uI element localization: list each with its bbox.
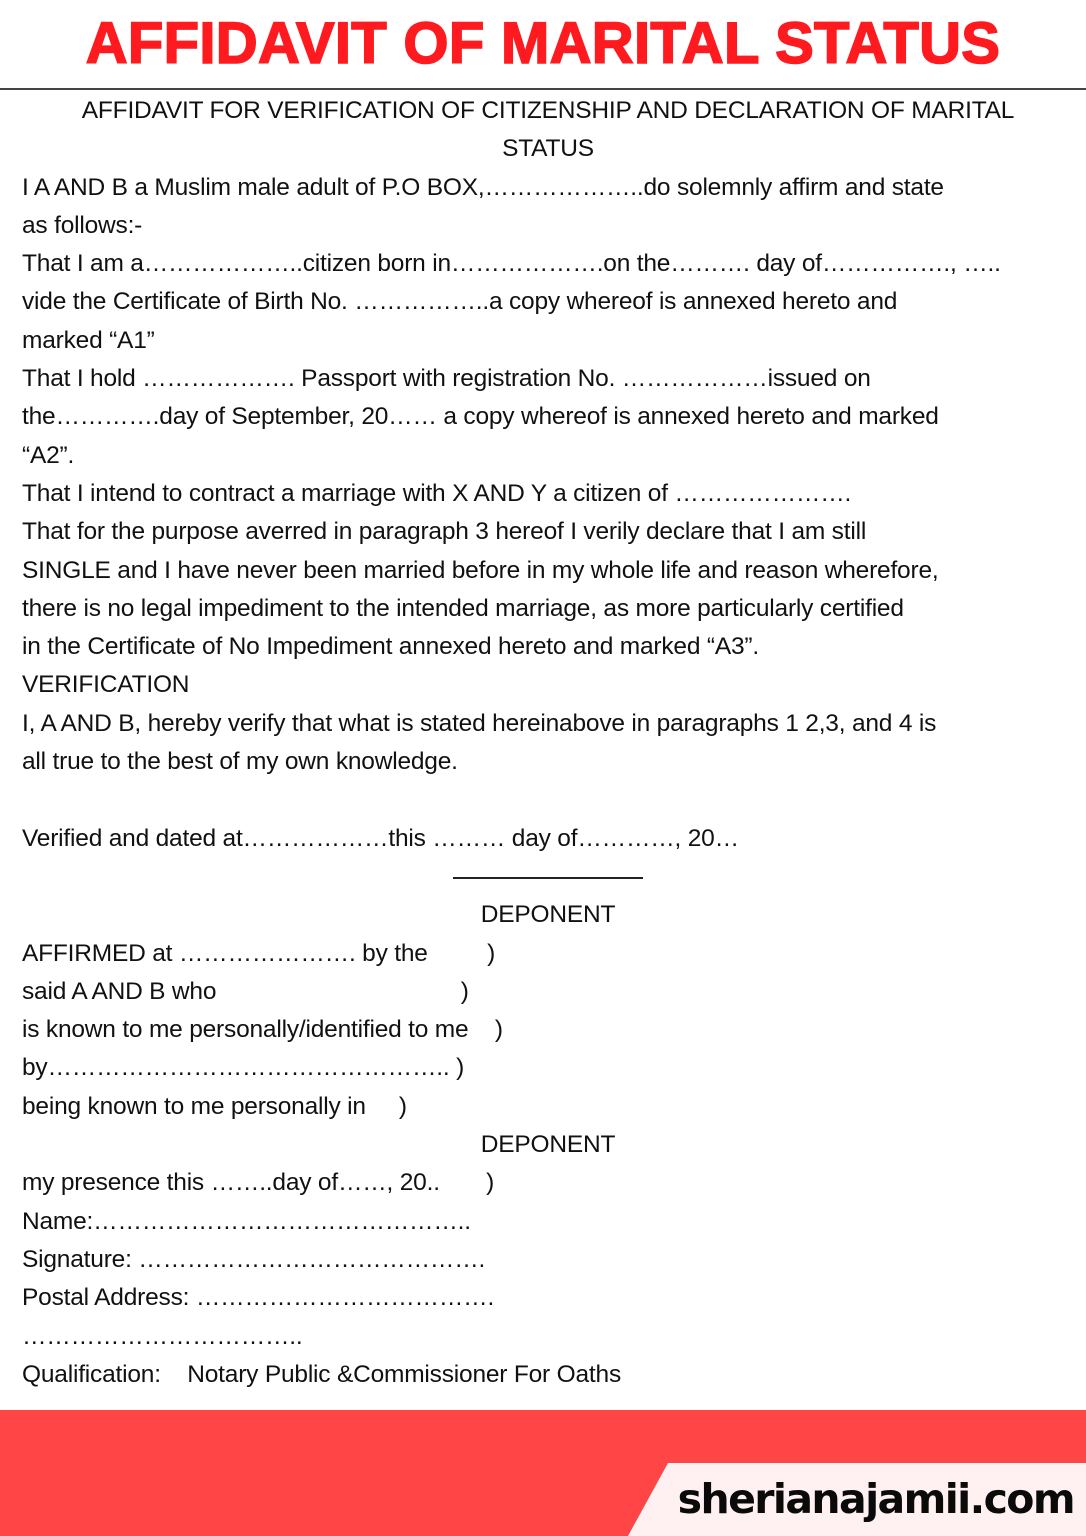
commissioner-postal-address-continued: ……………………………..: [22, 1322, 303, 1350]
commissioner-postal-address: Postal Address: ……………………………….: [22, 1284, 495, 1312]
subtitle-line-2: STATUS: [502, 135, 594, 163]
affirmation-line: said A AND B who ): [22, 977, 469, 1005]
commissioner-qualification: Qualification: Notary Public &Commissioner For Oaths: [22, 1360, 621, 1388]
title-divider: [0, 88, 1086, 90]
paragraph-2-line: the………….day of September, 20…… a copy whereof is annexed hereto and marked: [22, 403, 939, 431]
paragraph-1-line: vide the Certificate of Birth No. ……………..a copy whereof is annexed hereto and: [22, 288, 898, 316]
paragraph-1-line: marked “A1”: [22, 326, 155, 354]
paragraph-3-line: That I intend to contract a marriage with X AND Y a citizen of ………………….: [22, 479, 852, 507]
subtitle-line-1: AFFIDAVIT FOR VERIFICATION OF CITIZENSHIP AND DECLARATION OF MARITAL: [81, 97, 1015, 124]
paragraph-2-line: “A2”.: [22, 441, 75, 469]
deponent-signature-line: [453, 877, 643, 879]
paragraph-4-line: That for the purpose averred in paragraph 3 hereof I verily declare that I am still: [22, 518, 867, 546]
affirmation-line: by………………………………………….. ): [22, 1054, 465, 1082]
commissioner-signature: Signature: …………………………………….: [22, 1245, 486, 1273]
verification-line: all true to the best of my own knowledge.: [22, 748, 458, 776]
paragraph-2-line: That I hold ………………. Passport with registration No. ………………issued on: [22, 365, 871, 393]
commissioner-name: Name:………………………………………..: [22, 1207, 471, 1235]
affirmation-line: AFFIRMED at …………………. by the ): [22, 939, 496, 967]
intro-line: as follows:-: [22, 211, 143, 239]
deponent-label: DEPONENT: [480, 901, 616, 929]
site-url: sherianajamii.com: [677, 1475, 1074, 1523]
signature-line-row: [22, 858, 1082, 896]
affirmation-line: being known to me personally in ): [22, 1092, 407, 1120]
paragraph-4-line: in the Certificate of No Impediment annexed hereto and marked “A3”.: [22, 633, 759, 661]
affidavit-body: [22, 92, 1082, 1394]
deponent-label-2: DEPONENT: [480, 1131, 616, 1159]
verified-dated-line: Verified and dated at………………this ……… day of…………, 20…: [22, 824, 739, 852]
affirmation-line: is known to me personally/identified to me ): [22, 1016, 503, 1044]
paragraph-4-line: SINGLE and I have never been married before in my whole life and reason wherefore,: [22, 556, 939, 584]
document-title: AFFIDAVIT OF MARITAL STATUS: [85, 11, 1001, 76]
intro-line: I A AND B a Muslim male adult of P.O BOX,………………..do solemnly affirm and state: [22, 173, 944, 201]
paragraph-1-line: That I am a………………..citizen born in……………….on the………. day of……………., …..: [22, 250, 1001, 278]
paragraph-4-line: there is no legal impediment to the intended marriage, as more particularly certified: [22, 594, 904, 622]
verification-line: I, A AND B, hereby verify that what is stated hereinabove in paragraphs 1 2,3, and 4 is: [22, 709, 937, 737]
spacer: [22, 781, 1082, 819]
verification-heading: VERIFICATION: [22, 671, 190, 699]
presence-line: my presence this ……..day of……, 20.. ): [22, 1169, 495, 1197]
